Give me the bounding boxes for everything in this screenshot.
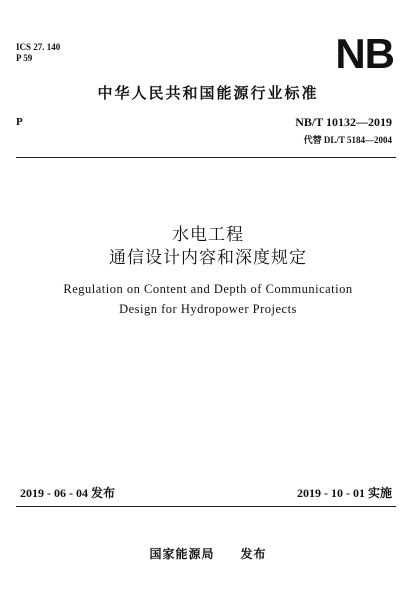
chinese-title-line1: 水电工程 [172,225,244,245]
category-code: P [16,116,23,128]
english-title-line2: Design for Hydropower Projects [119,302,297,316]
replaces-note: 代替 DL/T 5184—2004 [303,135,392,145]
english-title-line1: Regulation on Content and Depth of Communication [63,282,353,296]
classification-codes [16,42,60,64]
effective-date: 2019 - 10 - 01 实施 [297,486,392,500]
ics-code: ICS 27. 140 [16,42,61,52]
top-divider [16,157,396,158]
standard-number: NB/T 10132—2019 [295,115,392,129]
issue-date: 2019 - 06 - 04 发布 [20,486,115,500]
chinese-title-line2: 通信设计内容和深度规定 [109,248,307,268]
issuer: 国家能源局 发布 [149,547,267,561]
nb-logo: NB [335,30,394,77]
bottom-divider [16,506,396,507]
p-code: P 59 [16,53,33,63]
standard-type-heading: 中华人民共和国能源行业标准 [97,84,319,102]
